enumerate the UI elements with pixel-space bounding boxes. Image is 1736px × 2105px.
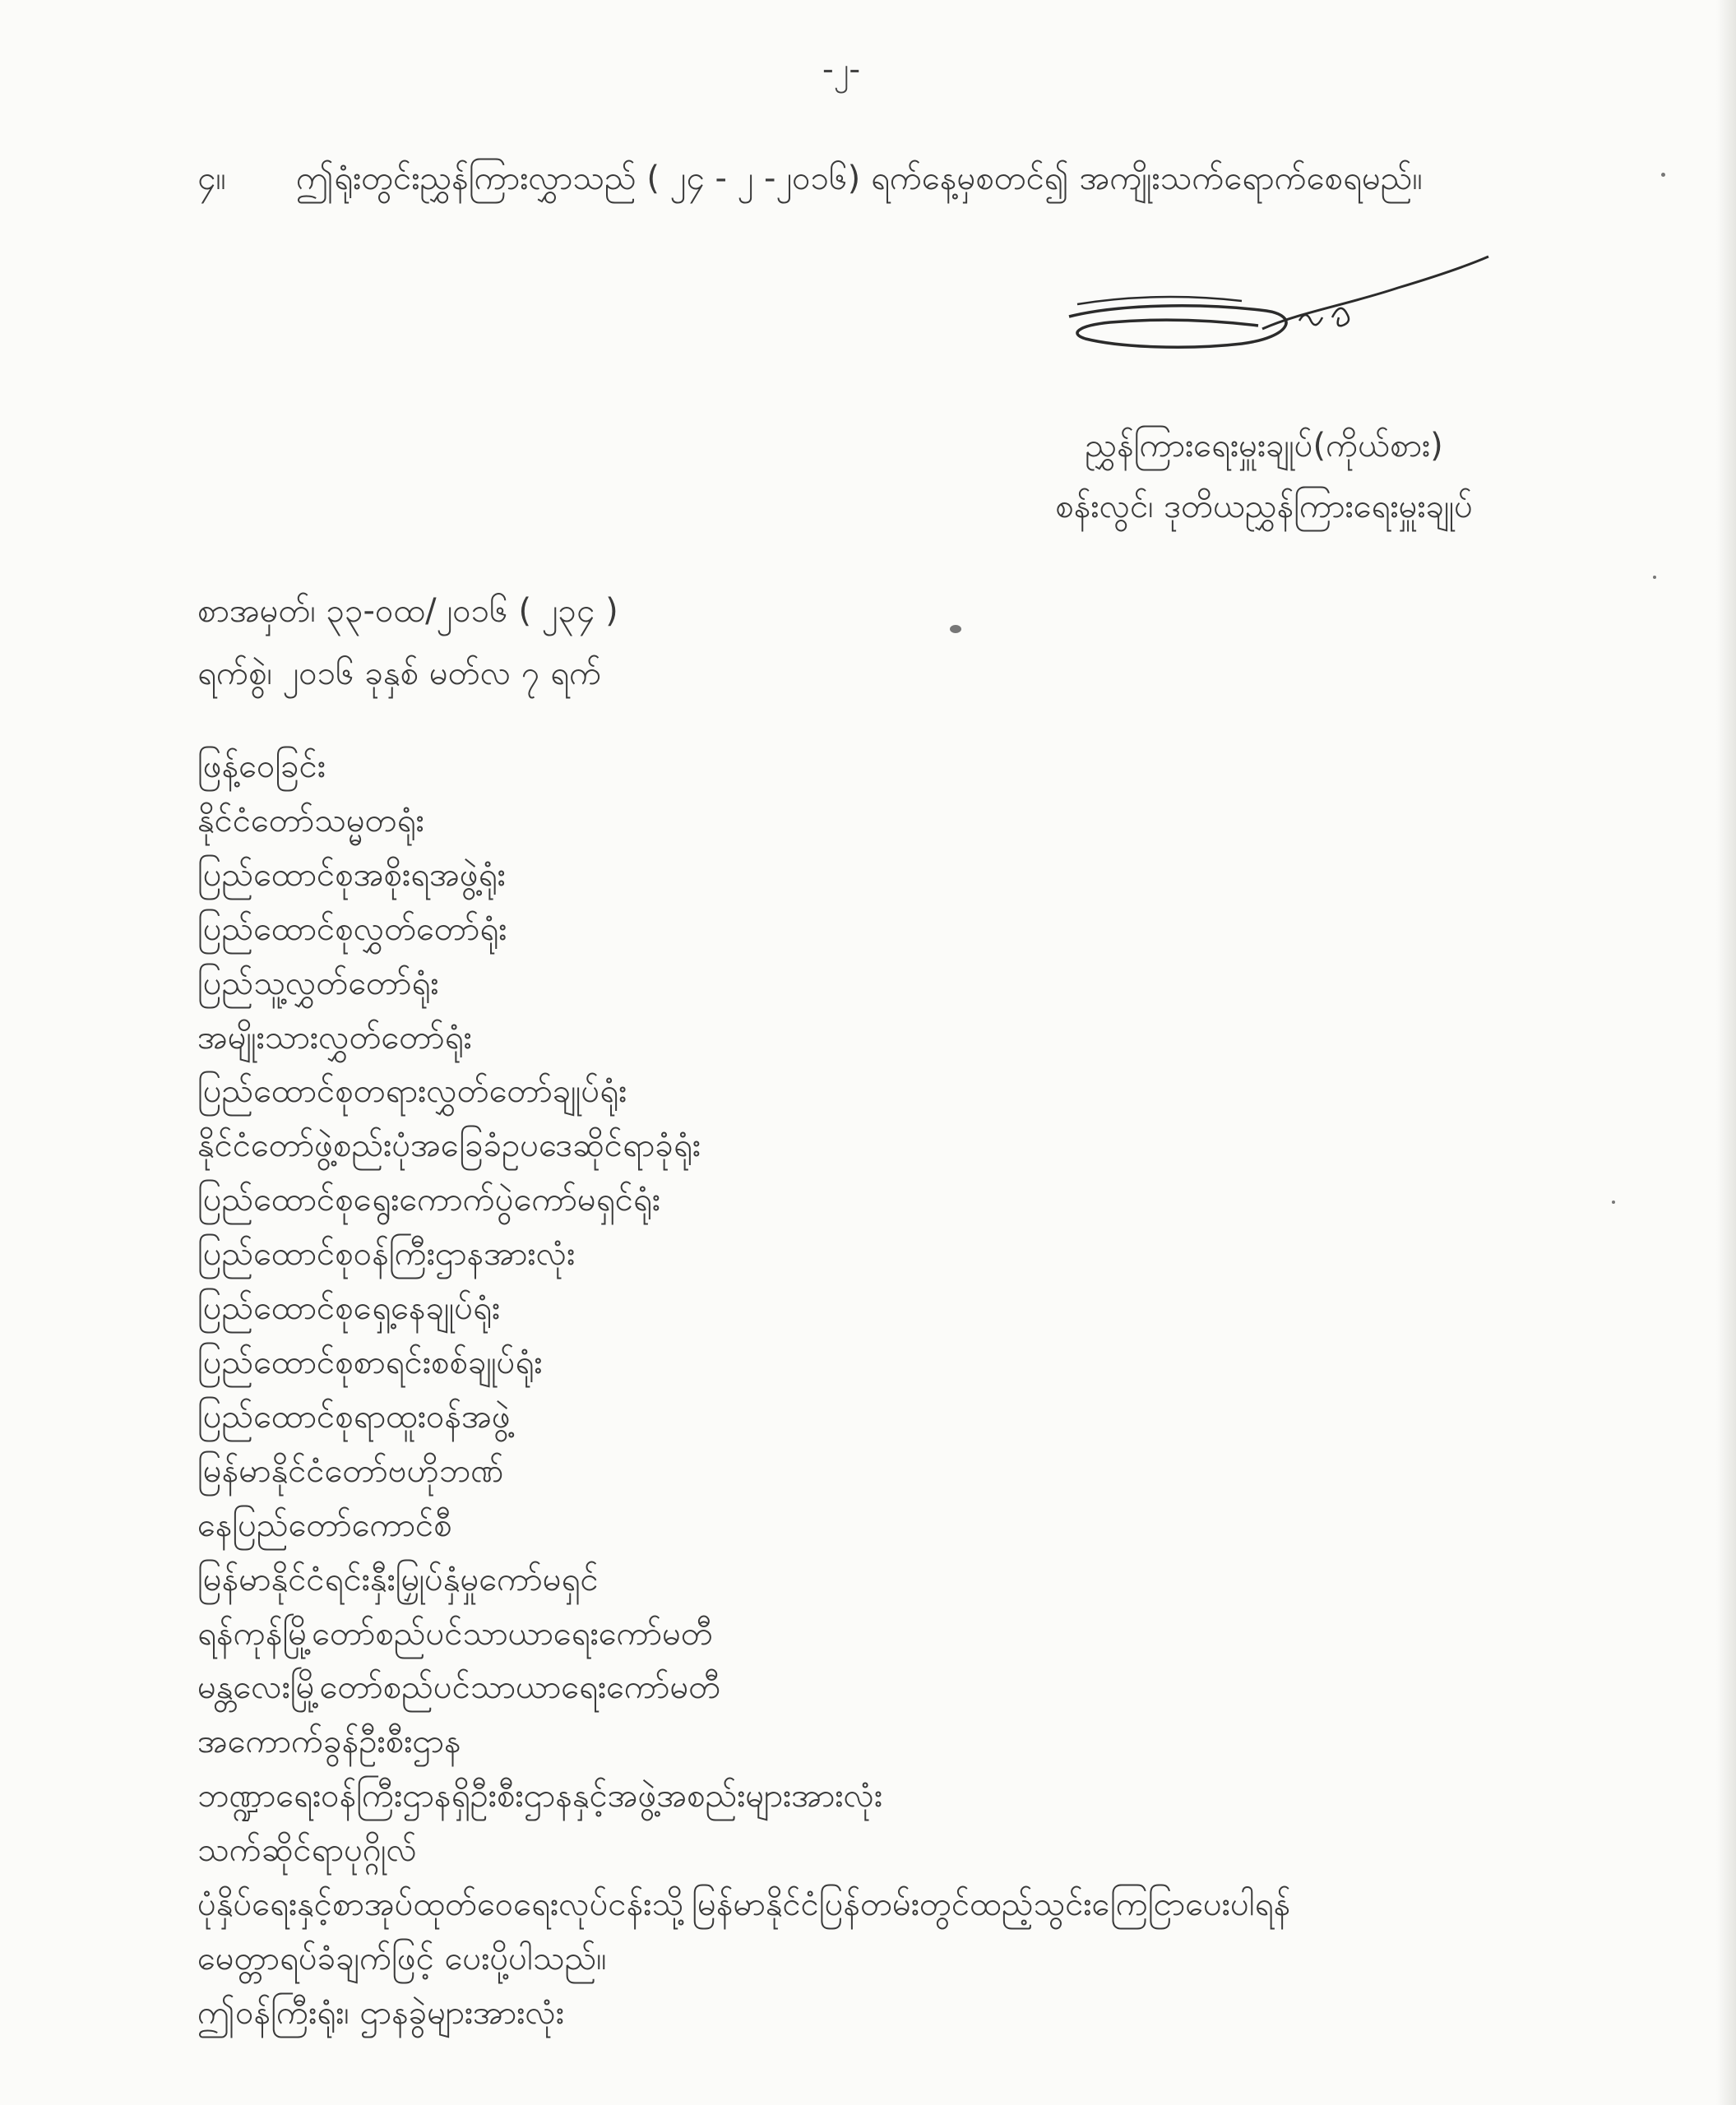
reference-block — [197, 580, 618, 705]
distribution-item: ပြည်ထောင်စုအစိုးရအဖွဲ့ရုံး — [197, 855, 506, 894]
distribution-item: ပြည်ထောင်စုရွေးကောက်ပွဲကော်မရှင်ရုံး — [197, 1181, 661, 1219]
signatory-title: ညွှန်ကြားရေးမှူးချုပ်(ကိုယ်စား) — [1085, 427, 1443, 465]
scan-edge-shadow — [1716, 0, 1736, 2105]
distribution-item: ပြည်ထောင်စုဝန်ကြီးဌာနအားလုံး — [197, 1235, 576, 1274]
distribution-item: နိုင်ငံတော်ဖွဲ့စည်းပုံအခြေခံဥပဒေဆိုင်ရာခုံရုံး — [197, 1127, 701, 1165]
distribution-list — [197, 740, 1513, 2041]
paragraph-4 — [197, 148, 1480, 210]
distribution-item: အကောက်ခွန်ဦးစီးဌာန — [197, 1723, 461, 1761]
distribution-item: မန္တလေးမြို့တော်စည်ပင်သာယာရေးကော်မတီ — [197, 1668, 721, 1707]
ink-speck — [1661, 173, 1665, 177]
paragraph-number: ၄။ — [197, 160, 226, 197]
distribution-item: ပြည်ထောင်စုလွှတ်တော်ရုံး — [197, 909, 507, 948]
ink-speck — [950, 625, 961, 633]
distribution-item: ပုံနှိပ်ရေးနှင့်စာအုပ်ထုတ်ဝေရေးလုပ်ငန်းသို့မြန်မာနိုင်ငံပြန်တမ်းတွင်ထည့်သွင်းကြေငြာပေးပါရန် — [197, 1885, 1291, 1924]
distribution-item: ပြည်သူ့လွှတ်တော်ရုံး — [197, 964, 439, 1002]
distribution-item: မေတ္တာရပ်ခံချက်ဖြင့် ပေးပို့ပါသည်။ — [197, 1939, 607, 1978]
paragraph-text: ဤရုံးတွင်းညွှန်ကြားလွှာသည် ( ၂၄ - ၂ -၂၀၁၆) ရက်နေ့မှစတင်၍ အကျိုးသက်ရောက်စေရမည်။ — [296, 160, 1423, 197]
ink-speck — [1612, 1201, 1615, 1204]
distribution-item: သက်ဆိုင်ရာပုဂ္ဂိုလ် — [197, 1831, 417, 1870]
distribution-item: ရန်ကုန်မြို့တော်စည်ပင်သာယာရေးကော်မတီ — [197, 1614, 713, 1653]
distribution-item: နေပြည်တော်ကောင်စီ — [197, 1506, 452, 1544]
letter-number: စာအမှတ်၊ ၃၃-၀ထ/၂၀၁၆ ( ၂၃၄ ) — [197, 592, 618, 630]
ink-speck — [1653, 576, 1656, 579]
page-number: -၂- — [822, 51, 861, 87]
distribution-item: ပြည်ထောင်စုရှေ့နေချုပ်ရုံး — [197, 1289, 501, 1328]
distribution-heading: ဖြန့်ဝေခြင်း — [197, 747, 326, 785]
handwritten-signature — [1053, 247, 1497, 370]
distribution-item: မြန်မာနိုင်ငံရင်းနှီးမြှုပ်နှံမှုကော်မရှင် — [197, 1560, 599, 1598]
distribution-item: အမျိုးသားလွှတ်တော်ရုံး — [197, 1018, 472, 1057]
distribution-item: ပြည်ထောင်စုတရားလွှတ်တော်ချုပ်ရုံး — [197, 1072, 627, 1111]
distribution-item: ဤဝန်ကြီးရုံး၊ ဌာနခွဲများအားလုံး — [197, 1993, 565, 2032]
signatory-name: စန်းလွင်၊ ဒုတိယညွှန်ကြားရေးမှူးချုပ် — [1055, 488, 1473, 525]
distribution-item: ဘဏ္ဍာရေးဝန်ကြီးဌာနရှိဦးစီးဌာနနှင့်အဖွဲ့အစည်းများအားလုံး — [197, 1777, 883, 1816]
distribution-item: ပြည်ထောင်စုစာရင်းစစ်ချုပ်ရုံး — [197, 1343, 543, 1381]
distribution-item: မြန်မာနိုင်ငံတော်ဗဟိုဘဏ် — [197, 1451, 504, 1490]
distribution-item: ပြည်ထောင်စုရာထူးဝန်အဖွဲ့ — [197, 1397, 511, 1436]
letter-date: ရက်စွဲ၊ ၂၀၁၆ ခုနှစ် မတ်လ ၇ ရက် — [197, 655, 602, 692]
signature-block — [1055, 415, 1473, 537]
distribution-item: နိုင်ငံတော်သမ္မတရုံး — [197, 801, 424, 840]
